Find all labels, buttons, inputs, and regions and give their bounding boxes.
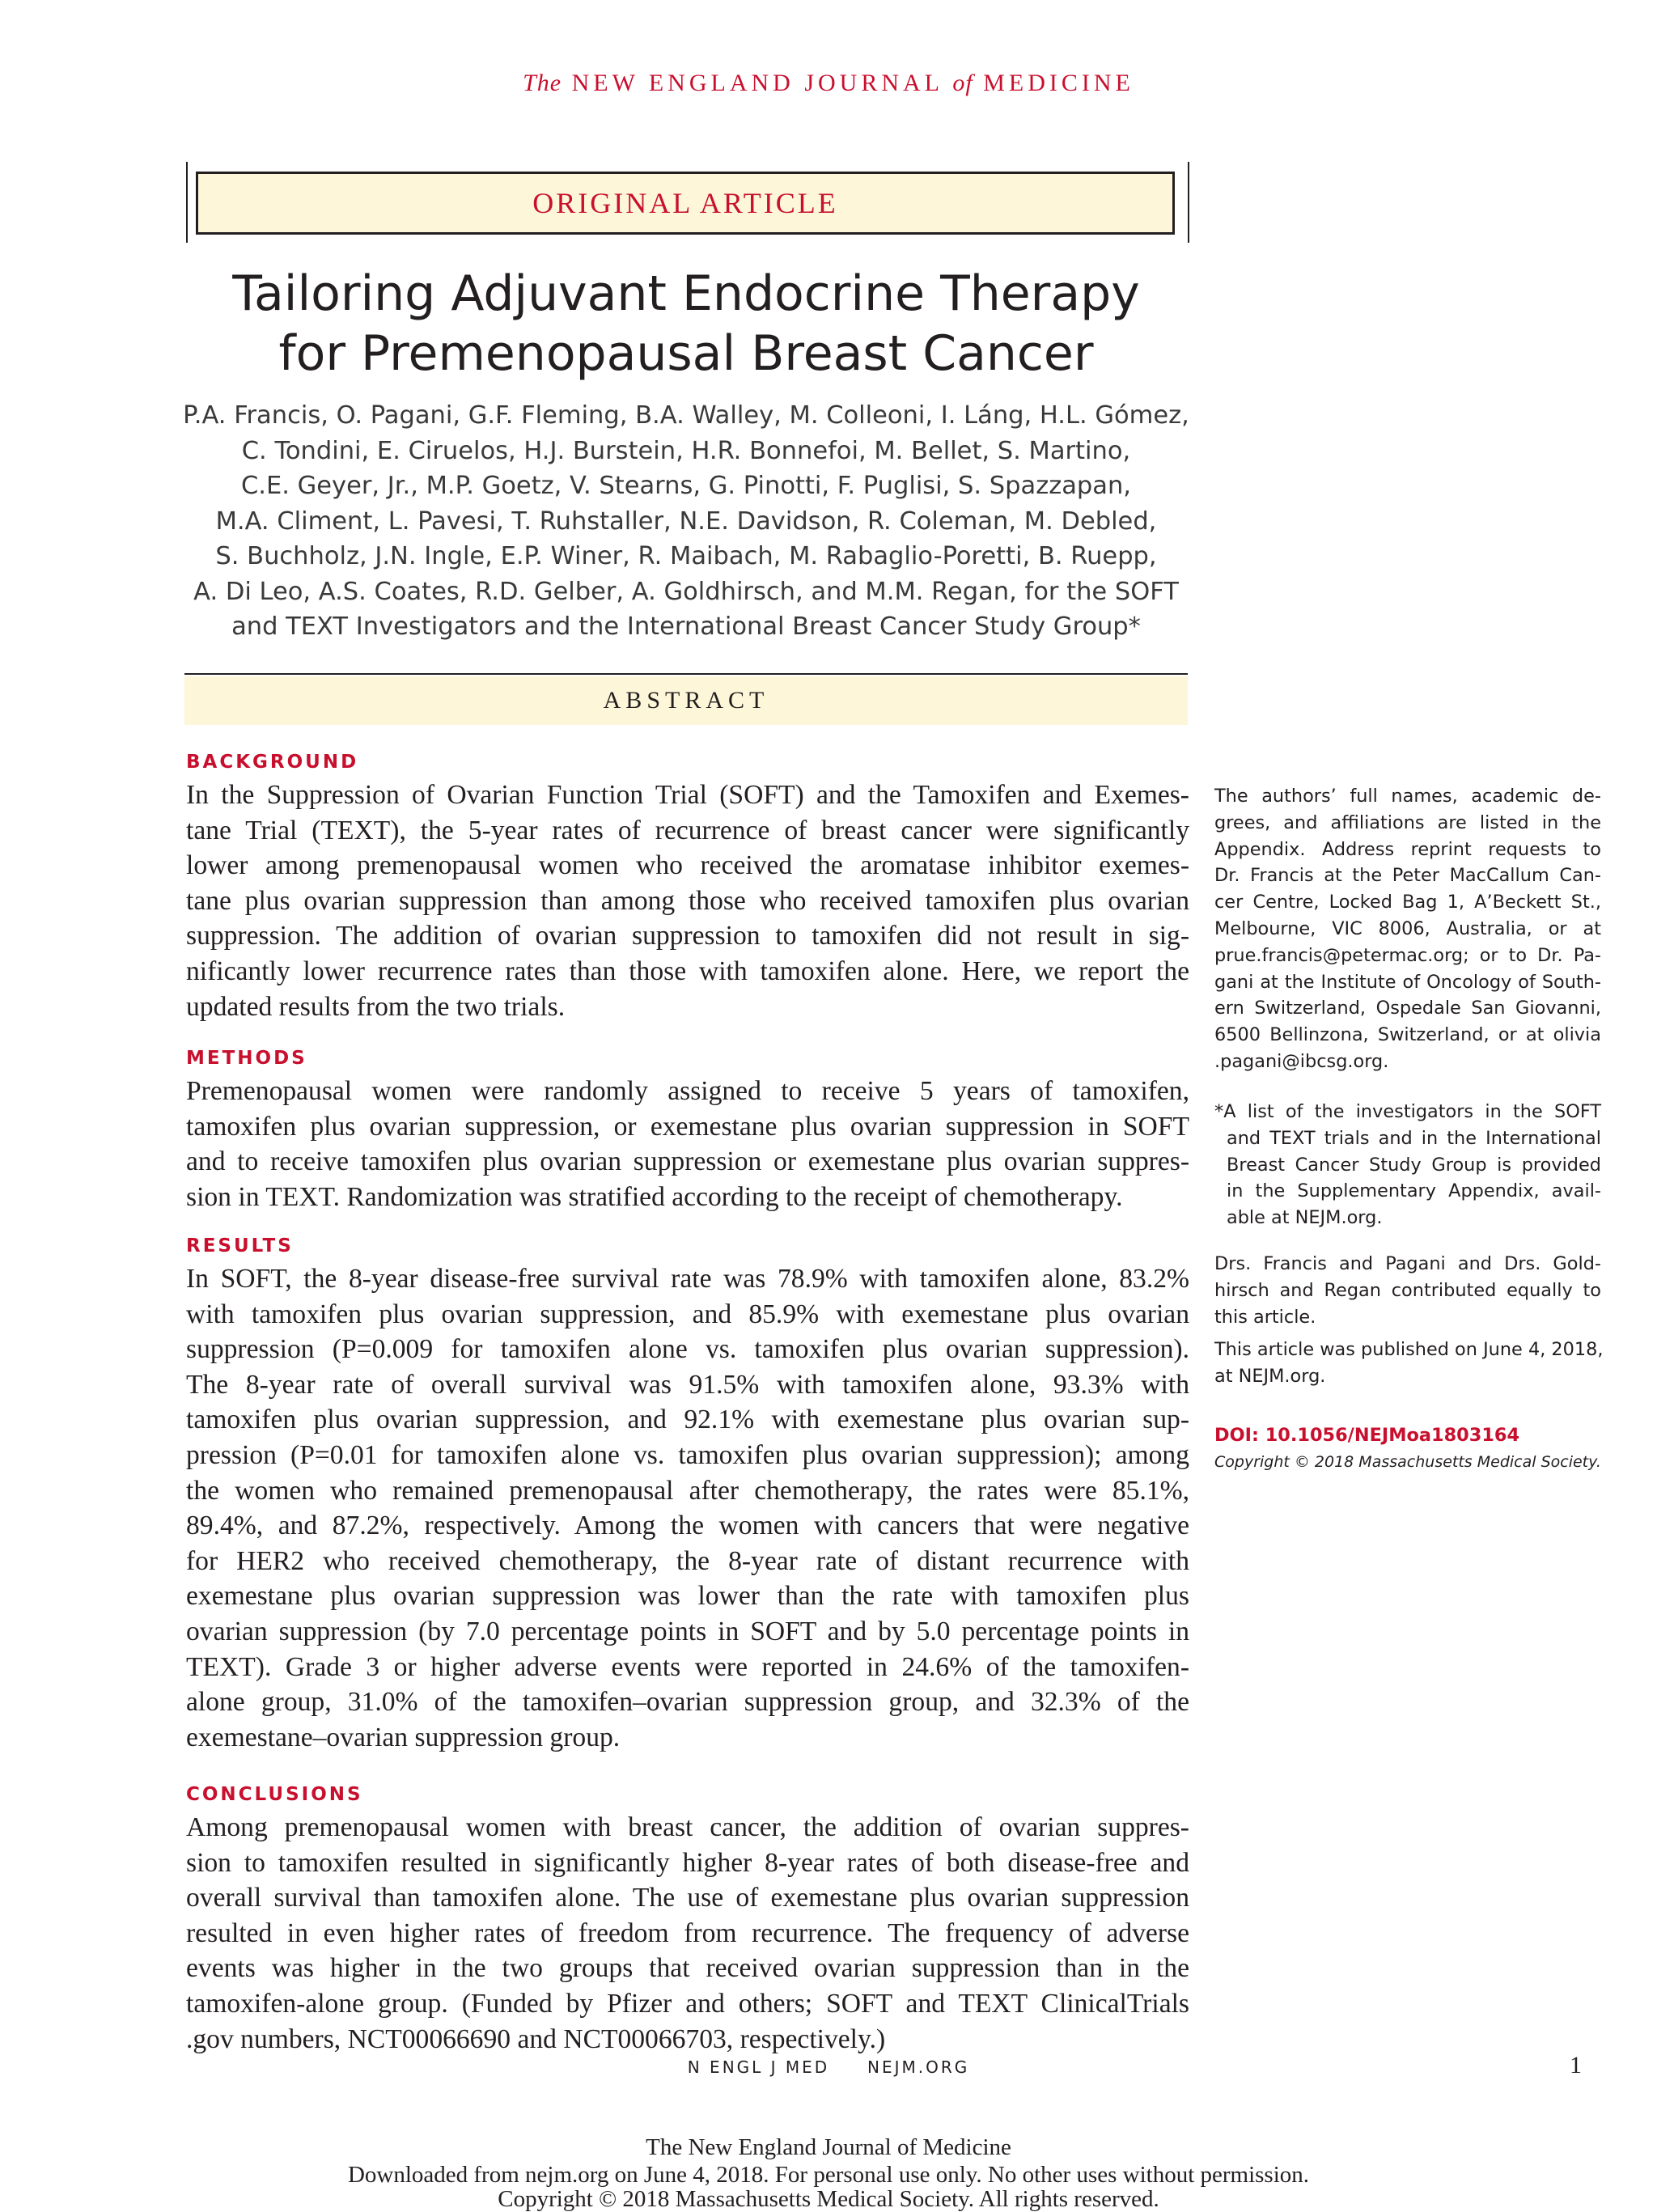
- abstract-rule: [184, 673, 1188, 675]
- text-line: resulted in even higher rates of freedom from recurrence. The frequency of adverse: [186, 1917, 1189, 1948]
- author-list: [176, 398, 1196, 645]
- article-type-label: ORIGINAL ARTICLE: [532, 187, 838, 219]
- text-line: overall survival than tamoxifen alone. The use of exemestane plus ovarian suppression: [186, 1883, 1189, 1913]
- text-line: exemestane–ovarian suppression group.: [186, 1722, 621, 1752]
- text-line: sion to tamoxifen resulted in significantly higher 8-year rates of both disease-free and: [186, 1847, 1189, 1878]
- sidebar-line: grees, and affiliations are listed in the: [1214, 811, 1601, 833]
- author-line: C. Tondini, E. Ciruelos, H.J. Burstein, H.R. Bonnefoi, M. Bellet, S. Martino,: [241, 436, 1131, 465]
- sidebar-line: This article was published on June 4, 2018,: [1214, 1339, 1604, 1360]
- sidebar-line: able at NEJM.org.: [1227, 1207, 1383, 1229]
- text-line: tamoxifen plus ovarian suppression, or exemestane plus ovarian suppression in SOFT: [186, 1111, 1189, 1142]
- sidebar-line: in the Supplementary Appendix, avail-: [1227, 1180, 1601, 1202]
- text-line: events was higher in the two groups that received ovarian suppression than in the: [186, 1953, 1189, 1984]
- sidebar-line: ern Switzerland, Ospedale San Giovanni,: [1214, 998, 1601, 1019]
- sidebar-investigators-note: [1214, 1099, 1601, 1231]
- sidebar-line: The authors’ full names, academic de-: [1214, 786, 1601, 807]
- sidebar-line: cer Centre, Locked Bag 1, A’Beckett St.,: [1214, 892, 1601, 913]
- sidebar-line: at NEJM.org.: [1214, 1365, 1326, 1387]
- text-line: suppression. The addition of ovarian suppression to tamoxifen did not result in sig-: [186, 921, 1189, 951]
- copyright-note: Copyright © 2018 Massachusetts Medical Society.: [1214, 1452, 1601, 1471]
- sidebar-line: *A list of the investigators in the SOFT: [1214, 1101, 1601, 1122]
- methods-heading: METHODS: [186, 1048, 307, 1069]
- methods-text: [186, 1074, 1189, 1214]
- text-line: tane Trial (TEXT), the 5-year rates of recurrence of breast cancer were significantly: [186, 815, 1189, 845]
- download-journal-name: The New England Journal of Medicine: [646, 2134, 1011, 2160]
- title-line: Tailoring Adjuvant Endocrine Therapy: [232, 265, 1140, 322]
- sidebar-line: Breast Cancer Study Group is provided: [1227, 1154, 1601, 1176]
- text-line: exemestane plus ovarian suppression was lower than the rate with tamoxifen plus: [186, 1581, 1189, 1612]
- sidebar-line: 6500 Bellinzona, Switzerland, or at olivia: [1214, 1024, 1601, 1046]
- text-line: .gov numbers, NCT00066690 and NCT00066703, respectively.): [186, 2023, 886, 2054]
- text-line: 89.4%, and 87.2%, respectively. Among the women with cancers that were negative: [186, 1511, 1189, 1541]
- article-type-banner: [196, 172, 1175, 235]
- abstract-label: ABSTRACT: [603, 687, 769, 714]
- download-copyright: Copyright © 2018 Massachusetts Medical Society. All rights reserved.: [498, 2186, 1159, 2212]
- text-line: pression (P=0.01 for tamoxifen alone vs. tamoxifen plus ovarian suppression); among: [186, 1439, 1189, 1470]
- text-line: tane plus ovarian suppression than among those who received tamoxifen plus ovarian: [186, 885, 1189, 916]
- text-line: TEXT). Grade 3 or higher adverse events were reported in 24.6% of the tamoxifen-: [186, 1651, 1189, 1682]
- text-line: Premenopausal women were randomly assigned to receive 5 years of tamoxifen,: [186, 1076, 1189, 1106]
- background-heading: BACKGROUND: [186, 752, 359, 773]
- doi-link[interactable]: DOI: 10.1056/NEJMoa1803164: [1214, 1425, 1520, 1446]
- running-head: [0, 70, 1657, 97]
- text-line: tamoxifen plus ovarian suppression, and 92.1% with exemestane plus ovarian sup-: [186, 1405, 1189, 1435]
- text-line: nificantly lower recurrence rates than those with tamoxifen alone. Here, we report the: [186, 956, 1189, 986]
- author-line: C.E. Geyer, Jr., M.P. Goetz, V. Stearns, G. Pinotti, F. Puglisi, S. Spazzapan,: [240, 472, 1131, 500]
- results-text: [186, 1261, 1189, 1755]
- author-line: and TEXT Investigators and the International Breast Cancer Study Group*: [231, 612, 1141, 641]
- sidebar-line: Dr. Francis at the Peter MacCallum Can-: [1214, 865, 1601, 887]
- running-head-of: of: [952, 70, 973, 96]
- sidebar-line: this article.: [1214, 1306, 1316, 1328]
- text-line: ovarian suppression (by 7.0 percentage points in SOFT and by 5.0 percentage points in: [186, 1616, 1189, 1646]
- sidebar-line: and TEXT trials and in the International: [1227, 1127, 1601, 1149]
- sidebar-doi-block: [1214, 1422, 1601, 1476]
- text-line: suppression (P=0.009 for tamoxifen alone vs. tamoxifen plus ovarian suppression).: [186, 1334, 1189, 1365]
- text-line: alone group, 31.0% of the tamoxifen–ovarian suppression group, and 32.3% of the: [186, 1687, 1189, 1718]
- conclusions-text: [186, 1810, 1189, 2057]
- text-line: with tamoxifen plus ovarian suppression, and 85.9% with exemestane plus ovarian: [186, 1299, 1189, 1329]
- sidebar-contribution-note: [1214, 1251, 1601, 1330]
- title-line: for Premenopausal Breast Cancer: [278, 325, 1094, 382]
- author-line: A. Di Leo, A.S. Coates, R.D. Gelber, A. Goldhirsch, and M.M. Regan, for the SOFT: [193, 577, 1179, 606]
- text-line: updated results from the two trials.: [186, 991, 566, 1022]
- text-line: and to receive tamoxifen plus ovarian suppression or exemestane plus ovarian suppres-: [186, 1146, 1189, 1177]
- conclusions-heading: CONCLUSIONS: [186, 1784, 363, 1805]
- author-line: M.A. Climent, L. Pavesi, T. Ruhstaller, N.E. Davidson, R. Coleman, M. Debled,: [215, 506, 1157, 536]
- sidebar-line: gani at the Institute of Oncology of South-: [1214, 971, 1601, 993]
- sidebar-line: Appendix. Address reprint requests to: [1214, 838, 1601, 860]
- text-line: lower among premenopausal women who received the aromatase inhibitor exemes-: [186, 850, 1189, 881]
- download-notice: Downloaded from nejm.org on June 4, 2018. For personal use only. No other uses without permission.: [347, 2162, 1310, 2188]
- article-title: [186, 264, 1186, 383]
- sidebar-line: Drs. Francis and Pagani and Drs. Gold-: [1214, 1253, 1601, 1274]
- results-heading: RESULTS: [186, 1235, 294, 1256]
- journal-abbrev: N ENGL J MED: [687, 2057, 830, 2077]
- text-line: In the Suppression of Ovarian Function Trial (SOFT) and the Tamoxifen and Exemes-: [186, 780, 1189, 810]
- sidebar-line: .pagani@ibcsg.org.: [1214, 1050, 1389, 1072]
- text-line: In SOFT, the 8-year disease-free survival rate was 78.9% with tamoxifen alone, 83.2%: [186, 1264, 1189, 1294]
- sidebar-line: prue.francis@petermac.org; or to Dr. Pa-: [1214, 944, 1601, 966]
- background-text: [186, 778, 1189, 1024]
- text-line: tamoxifen-alone group. (Funded by Pfizer and others; SOFT and TEXT ClinicalTrials: [186, 1988, 1189, 2019]
- author-line: S. Buchholz, J.N. Ingle, E.P. Winer, R. Maibach, M. Rabaglio-Poretti, B. Ruepp,: [215, 542, 1157, 570]
- abstract-header: [184, 676, 1188, 725]
- text-line: the women who remained premenopausal after chemotherapy, the rates were 85.1%,: [186, 1475, 1189, 1506]
- footer-journal-line: [0, 2057, 1657, 2077]
- sidebar-affiliations-note: [1214, 783, 1601, 1075]
- author-line: P.A. Francis, O. Pagani, G.F. Fleming, B.A. Walley, M. Colleoni, I. Láng, H.L. Gómez,: [183, 401, 1189, 430]
- journal-site: NEJM.ORG: [867, 2057, 970, 2077]
- running-head-the: The: [523, 70, 562, 96]
- running-head-new-england: NEW ENGLAND JOURNAL: [571, 70, 943, 96]
- page-number: 1: [1570, 2052, 1582, 2079]
- sidebar-published-note: [1214, 1337, 1604, 1390]
- sidebar-line: hirsch and Regan contributed equally to: [1214, 1279, 1601, 1301]
- sidebar-line: Melbourne, VIC 8006, Australia, or at: [1214, 917, 1601, 939]
- text-line: Among premenopausal women with breast cancer, the addition of ovarian suppres-: [186, 1812, 1189, 1842]
- text-line: The 8-year rate of overall survival was 91.5% with tamoxifen alone, 93.3% with: [186, 1369, 1189, 1400]
- text-line: sion in TEXT. Randomization was stratified according to the receipt of chemotherapy.: [186, 1181, 1123, 1212]
- running-head-medicine: MEDICINE: [983, 70, 1134, 96]
- text-line: for HER2 who received chemotherapy, the 8-year rate of distant recurrence with: [186, 1545, 1189, 1576]
